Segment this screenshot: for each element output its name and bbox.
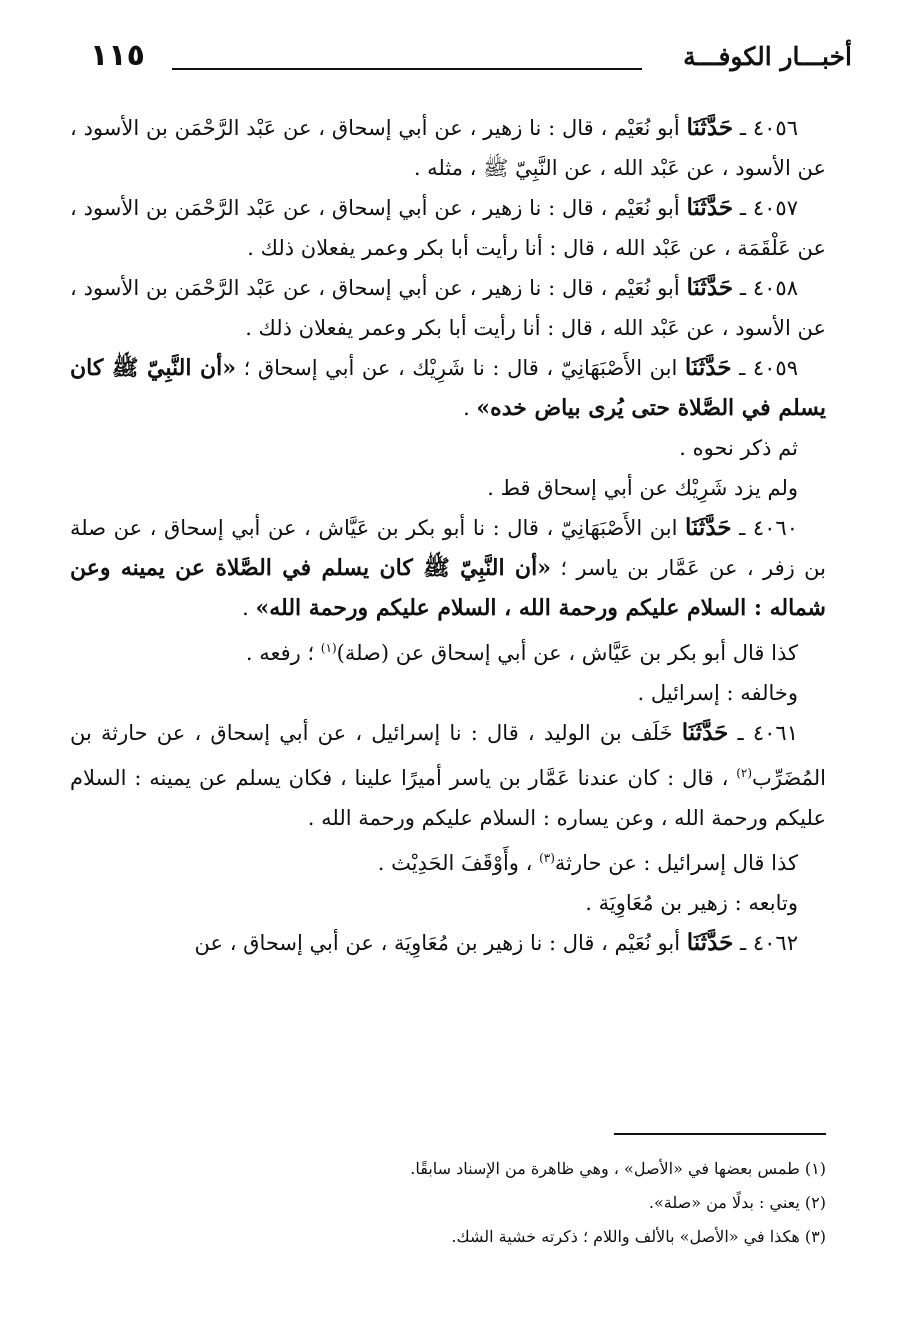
number-separator: ـ [733,196,753,220]
comment-text: كذا قال أبو بكر بن عَيَّاش ، عن أبي إسحاق عن (صلة) [336,641,798,665]
footnote-3: (٣) هكذا في «الأصل» بالألف واللام ؛ ذكرته خشية الشك. [451,1227,826,1246]
comment-line [70,838,826,883]
hadith-text: أبو نُعَيْم ، قال : نا زهير ، عن أبي إسحاق ، عن عَبْد الرَّحْمَن بن الأسود ، عن الأسود ، عن عَبْد الله ، قال : أنا رأيت أبا بكر وعمر يفعلان ذلك . [70,276,826,340]
hadith-4058 [70,268,826,348]
number-separator: ـ [733,931,753,955]
footnote-marker[interactable]: (٢) [736,766,753,780]
number-separator: ـ [733,116,753,140]
haddathana-word: حَدَّثَنَا [686,929,734,956]
hadith-number: ٤٠٥٧ [752,196,798,220]
hadith-text: ابن الأَصْبَهَانِيّ ، قال : نا شَرِيْك ، عن أبي إسحاق ؛ [236,356,685,380]
comment-text: كذا قال إسرائيل : عن حارثة [554,851,798,875]
hadith-text: أبو نُعَيْم ، قال : نا زهير بن مُعَاوِيَة ، عن أبي إسحاق ، عن [194,931,687,955]
comment-line [70,468,826,508]
hadith-4062 [70,923,826,963]
number-separator: ـ [728,721,753,745]
main-text [70,108,826,963]
number-separator: ـ [731,356,753,380]
footnotes [70,1152,826,1254]
haddathana-word: حَدَّثَنَا [681,719,729,746]
hadith-number: ٤٠٦١ [752,721,798,745]
footnote-divider [614,1133,826,1135]
hadith-4056 [70,108,826,188]
hadith-tail: . [463,396,477,420]
haddathana-word: حَدَّثَنَا [684,354,732,381]
comment-text-after: ؛ رفعه . [245,641,321,665]
page-header [80,38,852,88]
hadith-matn: «أن النَّبِيّ ﷺ كان يسلم في الصَّلاة حتى يُرى بياض خده» [70,355,826,421]
running-title: أخبـــار الكوفـــة [683,42,852,71]
hadith-number: ٤٠٦٢ [752,931,798,955]
footnote-1: (١) طمس بعضها في «الأصل» ، وهي ظاهرة من الإسناد سابقًا. [410,1159,826,1178]
haddathana-word: حَدَّثَنَا [686,194,734,221]
hadith-tail: . [242,596,256,620]
hadith-4057 [70,188,826,268]
hadith-4059 [70,348,826,428]
hadith-text: ابن الأَصْبَهَانِيّ ، قال : نا أبو بكر بن عَيَّاش ، عن أبي إسحاق ، عن صلة بن زفر ، عن عَمَّار بن ياسر ؛ [70,516,827,580]
comment-text: ولم يزد شَرِيْك عن أبي إسحاق قط . [487,476,798,500]
header-rule [172,68,642,70]
haddathana-word: حَدَّثَنَا [686,274,734,301]
comment-text: وتابعه : زهير بن مُعَاوِيَة . [585,891,798,915]
hadith-text: أبو نُعَيْم ، قال : نا زهير ، عن أبي إسحاق ، عن عَبْد الرَّحْمَن بن الأسود ، عن الأسود ، عن عَبْد الله ، عن النَّبِيّ ﷺ ، مثله . [70,116,826,180]
footnote-2: (٢) يعني : بدلًا من «صلة». [648,1193,826,1212]
footnote-marker[interactable]: (٣) [539,851,555,865]
hadith-number: ٤٠٥٩ [752,356,798,380]
hadith-number: ٤٠٥٨ [752,276,798,300]
hadith-text: خَلَف بن الوليد ، قال : نا إسرائيل ، عن أبي إسحاق ، عن حارثة بن المُضَرِّب [70,721,826,790]
hadith-4061 [70,713,826,838]
comment-text: وخالفه : إسرائيل . [637,681,798,705]
comment-line [70,883,826,923]
comment-text: ثم ذكر نحوه . [679,436,798,460]
haddathana-word: حَدَّثَنَا [684,514,732,541]
hadith-text: أبو نُعَيْم ، قال : نا زهير ، عن أبي إسحاق ، عن عَبْد الرَّحْمَن بن الأسود ، عن عَلْقَمَة ، عن عَبْد الله ، قال : أنا رأيت أبا بكر وعمر يفعلان ذلك . [70,196,826,260]
comment-line [70,428,826,468]
hadith-number: ٤٠٥٦ [752,116,798,140]
page-number: ١١٥ [90,38,145,73]
comment-line [70,673,826,713]
number-separator: ـ [731,516,753,540]
hadith-matn: «أن النَّبِيّ ﷺ كان يسلم في الصَّلاة عن يمينه وعن شماله : السلام عليكم ورحمة الله ، السلام عليكم ورحمة الله» [70,555,826,621]
number-separator: ـ [733,276,753,300]
haddathana-word: حَدَّثَنَا [686,114,734,141]
comment-text-after: ، وأَوْقَفَ الحَدِيْث . [377,851,540,875]
hadith-4060 [70,508,826,628]
comment-line [70,628,826,673]
hadith-number: ٤٠٦٠ [752,516,798,540]
footnote-marker[interactable]: (١) [320,641,337,655]
hadith-text-after: ، قال : كان عندنا عَمَّار بن ياسر أميرًا علينا ، فكان يسلم عن يمينه : السلام عليكم ورحمة الله ، وعن يساره : السلام عليكم ورحمة الله . [70,766,826,830]
